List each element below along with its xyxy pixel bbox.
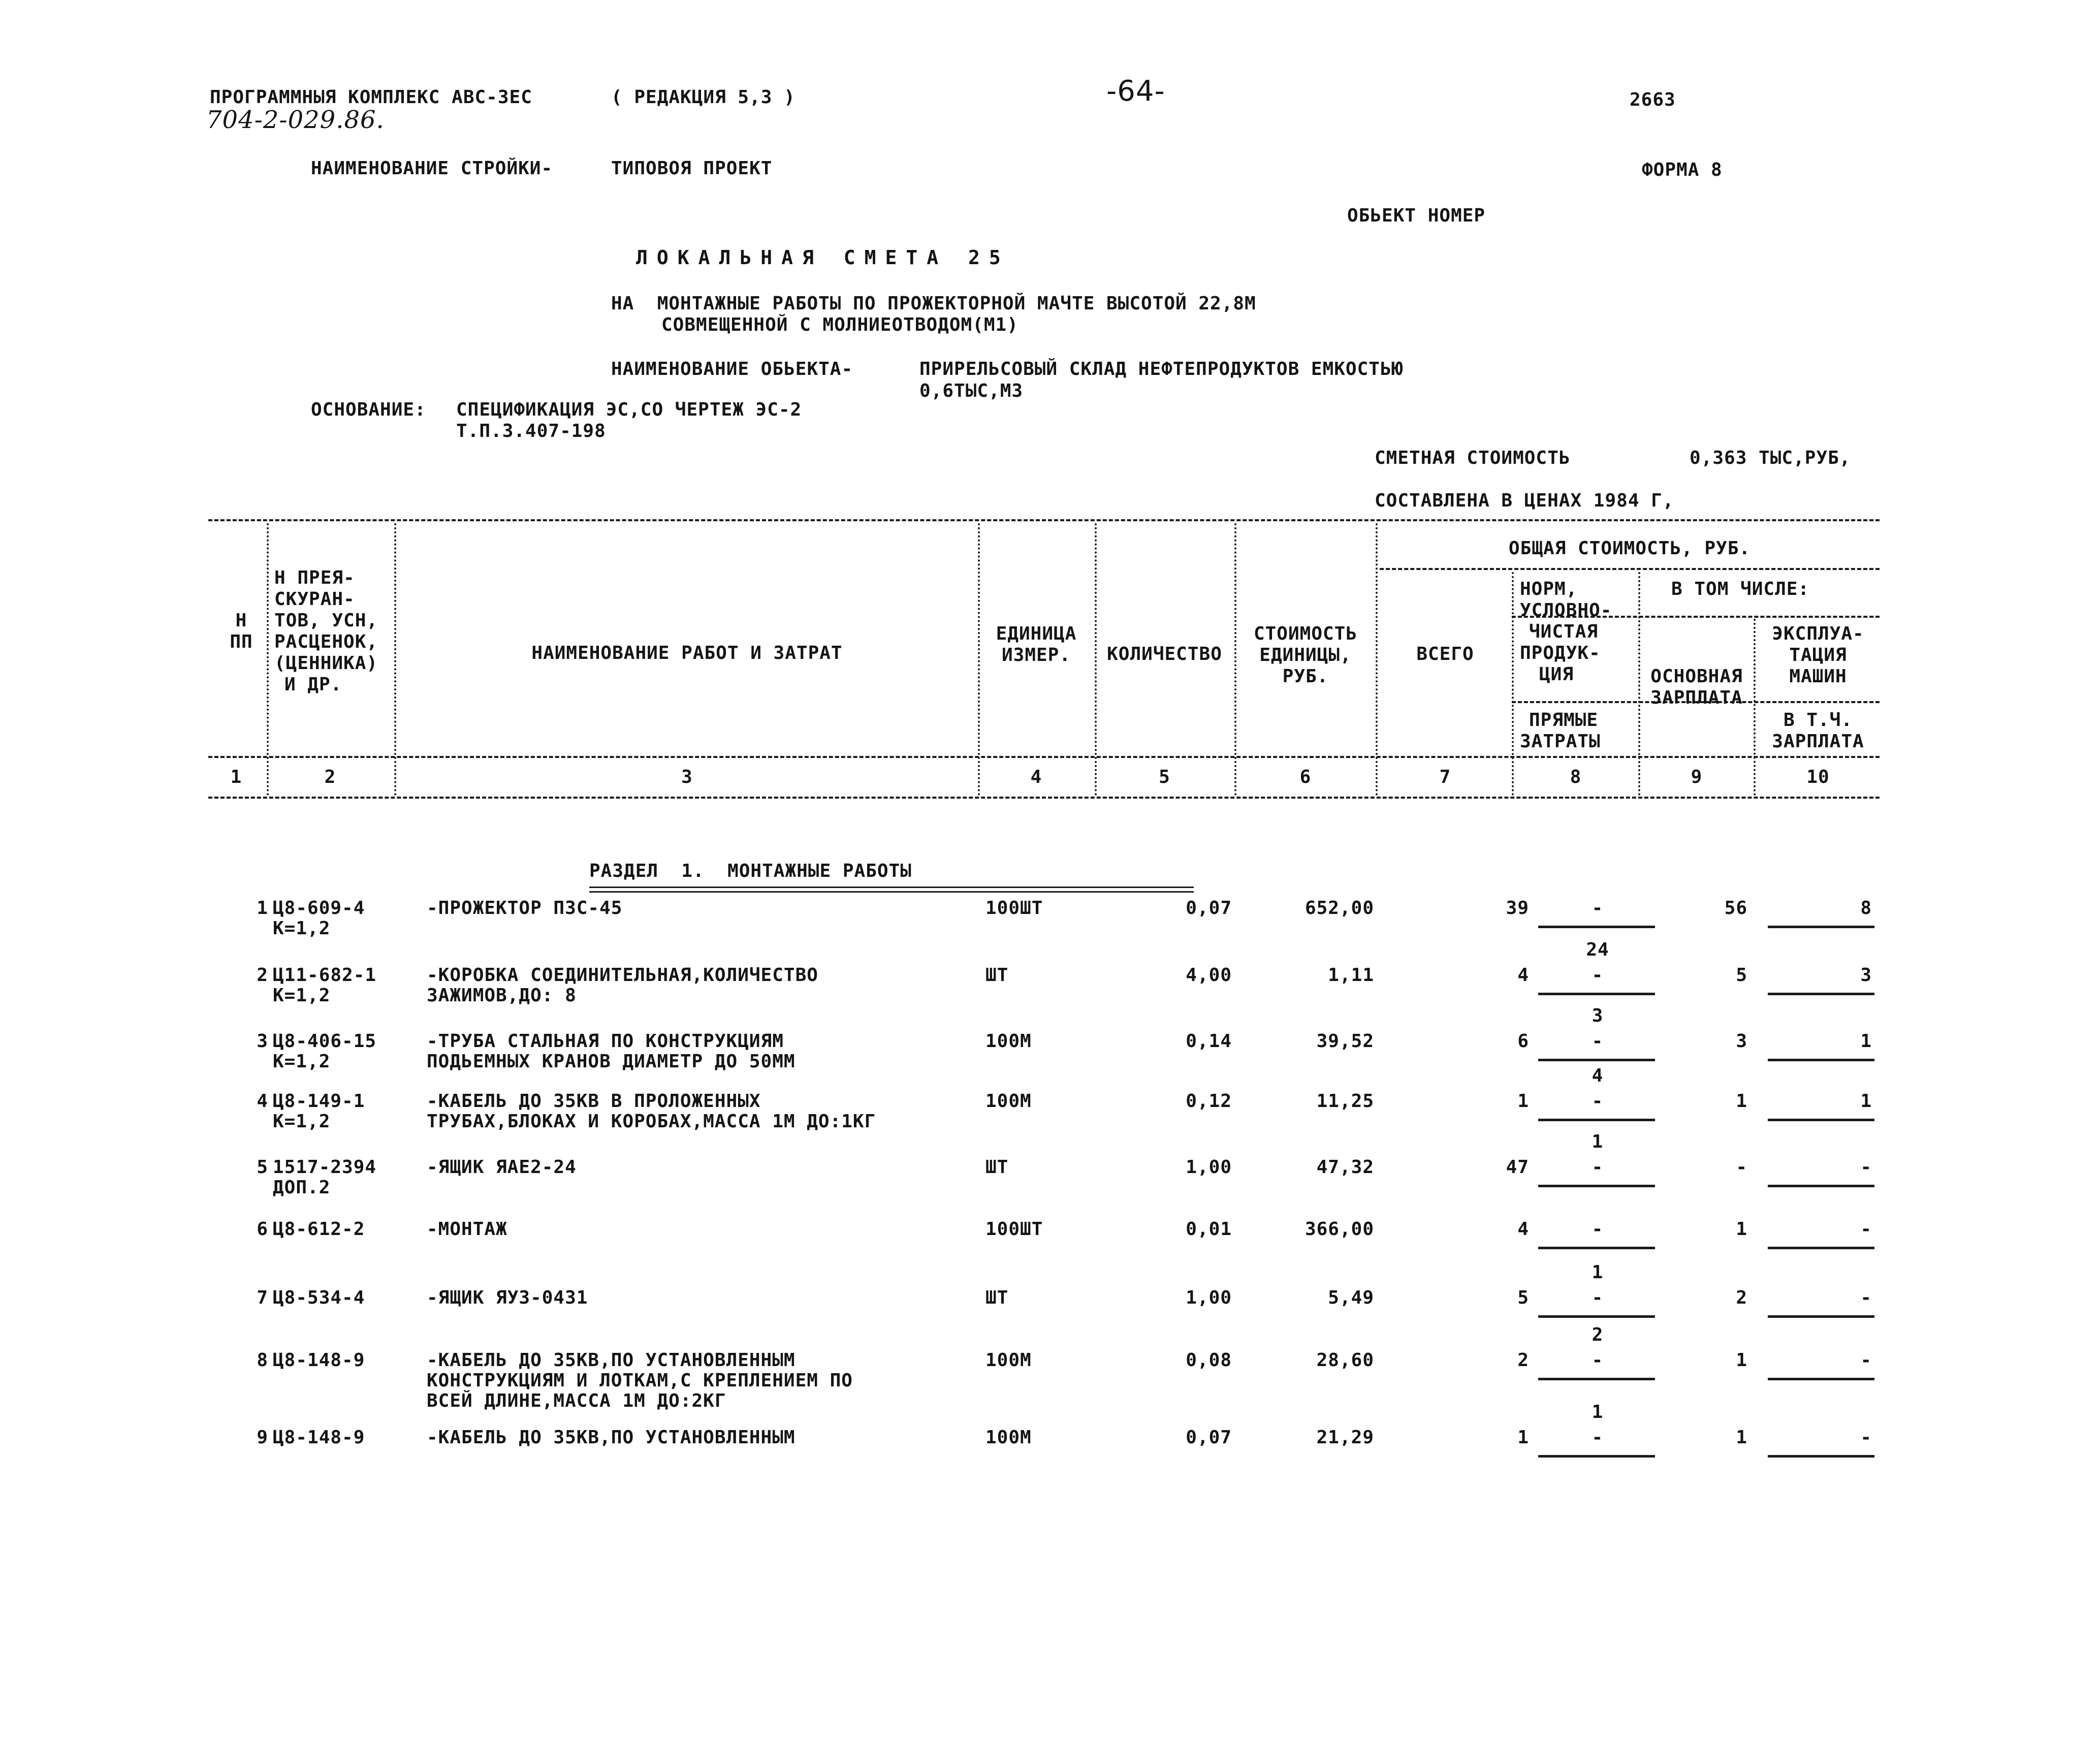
row-rate-code: Ц8-149-1 <box>273 1091 365 1112</box>
col10-sub-header-line2: ЗАРПЛАТА <box>1772 731 1864 752</box>
col-divider <box>1638 572 1640 796</box>
row-direct-costs: 2 <box>1592 1324 1604 1345</box>
row-unit-price: 47,32 <box>1316 1157 1374 1178</box>
row-total: 47 <box>1506 1157 1529 1178</box>
row-machine-operation: 1 <box>1860 1091 1872 1112</box>
object-line2: 0,6ТЫС,М3 <box>919 381 1024 401</box>
row-unit: 100ШТ <box>985 1219 1043 1240</box>
row-unit-price: 28,60 <box>1316 1350 1374 1371</box>
row-direct-costs: 1 <box>1592 1402 1604 1422</box>
row-unit: 100М <box>985 1350 1032 1371</box>
row-machine-operation: - <box>1860 1287 1872 1308</box>
row-unit: 100М <box>985 1427 1032 1448</box>
row-net-product-rule <box>1538 993 1655 995</box>
row-unit-price: 39,52 <box>1316 1031 1374 1052</box>
row-rate-code: Ц11-682-1 <box>273 965 377 986</box>
col4-header-line2: ИЗМЕР. <box>1001 645 1071 666</box>
row-work-name: ТРУБАХ,БЛОКАХ И КОРОБАХ,МАССА 1М ДО:1КГ <box>427 1111 876 1132</box>
basis-label: ОСНОВАНИЕ: <box>311 399 426 420</box>
row-total: 5 <box>1517 1287 1529 1308</box>
row-work-name: ПОДЬЕМНЫХ КРАНОВ ДИАМЕТР ДО 50ММ <box>427 1051 796 1072</box>
row-number: 6 <box>257 1219 268 1240</box>
row-direct-costs: 24 <box>1586 939 1609 960</box>
program-name: ПРОГРАММНЫЯ КОМПЛЕКС АВС-3ЕС <box>210 87 532 108</box>
row-net-product: - <box>1592 898 1604 919</box>
col-number: 1 <box>230 767 242 787</box>
col5-header: КОЛИЧЕСТВО <box>1107 644 1222 665</box>
table-top-rule <box>208 519 1880 521</box>
col8-sub-header-line1: ПРЯМЫЕ <box>1529 710 1599 731</box>
construction-label: НАИМЕНОВАНИЕ СТРОЙКИ- <box>311 158 553 179</box>
col2-header-line1: Н ПРЕЯ- <box>274 567 355 588</box>
form-label: ФОРМА 8 <box>1642 160 1723 180</box>
col6-header-line3: РУБ. <box>1282 666 1329 687</box>
row-net-product: - <box>1592 1031 1604 1052</box>
row-base-salary: 1 <box>1736 1091 1747 1112</box>
row-direct-costs: 4 <box>1592 1065 1604 1086</box>
row-machine-operation: - <box>1860 1350 1872 1371</box>
row-rate-code: 1517-2394 <box>273 1157 377 1178</box>
col-number: 5 <box>1159 767 1170 787</box>
handwritten-reference: 704-2-029.86. <box>206 106 385 134</box>
col-number: 2 <box>324 767 336 787</box>
row-net-product: - <box>1592 965 1604 986</box>
row-total: 4 <box>1517 1219 1529 1240</box>
row-number: 9 <box>257 1427 268 1448</box>
estimate-subject-line1: НА МОНТАЖНЫЕ РАБОТЫ ПО ПРОЖЕКТОРНОЙ МАЧТЕ ВЫСОТОЙ 22,8М <box>611 293 1256 314</box>
col4-header-line1: ЕДИНИЦА <box>996 623 1077 644</box>
col7-header: ВСЕГО <box>1416 644 1474 665</box>
col8-header-line4: ПРОДУК- <box>1520 643 1601 663</box>
col-divider <box>267 523 269 796</box>
row-machine-rule <box>1768 926 1874 928</box>
row-unit: ШТ <box>985 1287 1009 1308</box>
row-unit: ШТ <box>985 965 1009 986</box>
row-work-name: -ТРУБА СТАЛЬНАЯ ПО КОНСТРУКЦИЯМ <box>427 1031 784 1052</box>
col-divider <box>1512 572 1514 796</box>
row-machine-operation: - <box>1860 1427 1872 1448</box>
row-net-product-rule <box>1538 1378 1655 1380</box>
row-net-product: - <box>1592 1350 1604 1371</box>
col6-header-line1: СТОИМОСТЬ <box>1253 623 1358 644</box>
object-line1: ПРИРЕЛЬСОВЫЙ СКЛАД НЕФТЕПРОДУКТОВ ЕМКОСТЬЮ <box>919 359 1404 379</box>
row-machine-rule <box>1768 1059 1874 1061</box>
col10-header-line1: ЭКСПЛУА- <box>1772 623 1864 644</box>
row-unit: ШТ <box>985 1157 1009 1178</box>
row-rate-code: Ц8-534-4 <box>273 1287 365 1308</box>
row-rate-code: Ц8-609-4 <box>273 898 365 919</box>
estimate-title: ЛОКАЛЬНАЯ СМЕТА 25 <box>636 246 1010 269</box>
row-work-name: -КАБЕЛЬ ДО 35КВ В ПРОЛОЖЕННЫХ <box>427 1091 761 1112</box>
col-number: 7 <box>1439 767 1451 787</box>
row-base-salary: - <box>1736 1157 1747 1178</box>
row-unit-price: 11,25 <box>1316 1091 1374 1112</box>
row-work-name: ВСЕЙ ДЛИНЕ,МАССА 1М ДО:2КГ <box>427 1390 726 1411</box>
row-quantity: 0,01 <box>1186 1219 1232 1240</box>
document-code: 2663 <box>1630 89 1676 110</box>
col10-header-line2: ТАЦИЯ <box>1789 645 1847 666</box>
row-machine-rule <box>1768 1185 1874 1187</box>
row-number: 8 <box>257 1350 268 1371</box>
row-base-salary: 3 <box>1736 1031 1747 1052</box>
row-net-product-rule <box>1538 1247 1655 1249</box>
row-net-product-rule <box>1538 1315 1655 1318</box>
estimated-cost-label: СМЕТНАЯ СТОИМОСТЬ <box>1375 448 1571 468</box>
row-net-product-rule <box>1538 926 1655 928</box>
col-number: 8 <box>1570 767 1582 787</box>
row-net-product: - <box>1592 1091 1604 1112</box>
row-total: 39 <box>1506 898 1529 919</box>
col8-sub-header-line2: ЗАТРАТЫ <box>1520 731 1601 752</box>
row-work-name: КОНСТРУКЦИЯМ И ЛОТКАМ,С КРЕПЛЕНИЕМ ПО <box>427 1370 853 1391</box>
row-rate-code: Ц8-148-9 <box>273 1427 365 1448</box>
col9-header-line1: ОСНОВНАЯ <box>1650 666 1743 687</box>
col6-header-line2: ЕДИНИЦЫ, <box>1259 645 1352 666</box>
col-number: 6 <box>1299 767 1312 787</box>
col2-header-line6: И ДР. <box>284 674 342 695</box>
row-unit-price: 5,49 <box>1328 1287 1374 1308</box>
row-machine-rule <box>1768 1455 1874 1458</box>
row-base-salary: 1 <box>1736 1427 1747 1448</box>
col-divider <box>1376 523 1378 796</box>
row-number: 7 <box>257 1287 268 1308</box>
col8-header-line5: ЦИЯ <box>1539 664 1574 685</box>
row-net-product-rule <box>1538 1059 1655 1061</box>
row-machine-rule <box>1768 1378 1874 1380</box>
row-machine-rule <box>1768 1119 1874 1121</box>
row-unit: 100М <box>985 1031 1032 1052</box>
row-rate-code: К=1,2 <box>273 985 331 1006</box>
row-quantity: 4,00 <box>1186 965 1232 986</box>
row-direct-costs: 3 <box>1592 1005 1604 1026</box>
row-rate-code: Ц8-406-15 <box>273 1031 377 1052</box>
edition: ( РЕДАКЦИЯ 5,3 ) <box>611 87 796 108</box>
row-number: 4 <box>257 1091 268 1112</box>
col-number: 9 <box>1691 767 1703 787</box>
row-base-salary: 5 <box>1736 965 1747 986</box>
col-divider <box>978 523 980 796</box>
row-quantity: 0,12 <box>1186 1091 1232 1112</box>
row-unit-price: 1,11 <box>1328 965 1374 986</box>
row-net-product: - <box>1592 1287 1604 1308</box>
col8-header-line3: ЧИСТАЯ <box>1529 621 1599 642</box>
numbers-bottom-rule <box>208 797 1880 799</box>
row-total: 1 <box>1517 1091 1529 1112</box>
col10-sub-header-line1: В Т.Ч. <box>1783 710 1853 731</box>
row-unit-price: 652,00 <box>1304 898 1374 919</box>
construction-value: ТИПОВОЯ ПРОЕКТ <box>611 158 773 179</box>
col9-header-line2: ЗАРПЛАТА <box>1650 687 1743 708</box>
basis-line1: СПЕЦИФИКАЦИЯ ЭС,СО ЧЕРТЕЖ ЭС-2 <box>456 399 802 420</box>
row-rate-code: К=1,2 <box>273 1111 331 1132</box>
row-total: 6 <box>1517 1031 1529 1052</box>
row-net-product: - <box>1592 1157 1604 1178</box>
row-rate-code: Ц8-148-9 <box>273 1350 365 1371</box>
row-rate-code: ДОП.2 <box>273 1177 331 1198</box>
col2-header-line2: СКУРАН- <box>274 589 355 610</box>
basis-line2: Т.П.3.407-198 <box>456 421 606 441</box>
group-rule <box>1380 568 1880 570</box>
row-rate-code: К=1,2 <box>273 1051 331 1072</box>
row-quantity: 0,07 <box>1186 898 1232 919</box>
row-quantity: 0,14 <box>1186 1031 1232 1052</box>
row-net-product: - <box>1592 1427 1604 1448</box>
row-base-salary: 1 <box>1736 1350 1747 1371</box>
in-that-header: В ТОМ ЧИСЛЕ: <box>1671 579 1810 599</box>
col-divider <box>1095 523 1097 796</box>
row-quantity: 1,00 <box>1186 1287 1232 1308</box>
object-label: НАИМЕНОВАНИЕ ОБЬЕКТА- <box>611 359 853 379</box>
col1-header-line1: Н <box>235 610 247 631</box>
section-underline <box>589 887 1194 893</box>
row-machine-operation: - <box>1860 1157 1872 1178</box>
row-work-name: ЗАЖИМОВ,ДО: 8 <box>427 985 577 1006</box>
price-basis: СОСТАВЛЕНА В ЦЕНАХ 1984 Г, <box>1375 490 1674 511</box>
estimate-subject-line2: СОВМЕЩЕННОЙ С МОЛНИЕОТВОДОМ(М1) <box>661 314 1019 335</box>
row-unit-price: 366,00 <box>1304 1219 1374 1240</box>
row-work-name: -ПРОЖЕКТОР ПЗС-45 <box>427 898 623 919</box>
col10-header-line3: МАШИН <box>1789 666 1847 687</box>
row-unit-price: 21,29 <box>1316 1427 1374 1448</box>
row-work-name: -КАБЕЛЬ ДО 35КВ,ПО УСТАНОВЛЕННЫМ <box>427 1350 796 1371</box>
row-base-salary: 56 <box>1724 898 1747 919</box>
row-unit: 100ШТ <box>985 898 1043 919</box>
col-number: 3 <box>681 767 693 787</box>
page-number: -64- <box>1106 75 1165 108</box>
row-machine-operation: 3 <box>1860 965 1872 986</box>
col2-header-line3: ТОВ, УСН, <box>274 610 378 631</box>
row-unit: 100М <box>985 1091 1032 1112</box>
estimated-cost-value: 0,363 ТЫС,РУБ, <box>1690 448 1851 468</box>
row-net-product-rule <box>1538 1119 1655 1121</box>
row-quantity: 0,07 <box>1186 1427 1232 1448</box>
row-number: 5 <box>257 1157 268 1178</box>
col8-header-line1: НОРМ, <box>1520 579 1578 599</box>
row-rate-code: Ц8-612-2 <box>273 1219 365 1240</box>
col1-header-line2: ПП <box>230 631 253 652</box>
col2-header-line5: (ЦЕННИКА) <box>274 653 378 674</box>
row-number: 3 <box>257 1031 268 1052</box>
row-machine-operation: 1 <box>1860 1031 1872 1052</box>
row-machine-operation: - <box>1860 1219 1872 1240</box>
row-number: 1 <box>257 898 268 919</box>
row-quantity: 1,00 <box>1186 1157 1232 1178</box>
col-number: 10 <box>1806 767 1830 787</box>
row-direct-costs: 1 <box>1592 1131 1604 1152</box>
row-base-salary: 1 <box>1736 1219 1747 1240</box>
row-direct-costs: 1 <box>1592 1262 1604 1283</box>
col3-header: НАИМЕНОВАНИЕ РАБОТ И ЗАТРАТ <box>531 643 843 663</box>
object-number-label: ОБЬЕКТ НОМЕР <box>1347 205 1486 226</box>
col-divider <box>1754 619 1756 796</box>
row-work-name: -ЯЩИК ЯУ3-0431 <box>427 1287 588 1308</box>
row-net-product-rule <box>1538 1455 1655 1458</box>
row-machine-operation: 8 <box>1860 898 1872 919</box>
row-work-name: -МОНТАЖ <box>427 1219 507 1240</box>
col-divider <box>394 523 396 796</box>
row-work-name: -КОРОБКА СОЕДИНИТЕЛЬНАЯ,КОЛИЧЕСТВО <box>427 965 818 986</box>
row-number: 2 <box>257 965 268 986</box>
header-bottom-rule <box>208 756 1880 758</box>
col-divider <box>1234 523 1236 796</box>
row-machine-rule <box>1768 993 1874 995</box>
row-rate-code: К=1,2 <box>273 918 331 939</box>
row-total: 2 <box>1517 1350 1529 1371</box>
row-work-name: -КАБЕЛЬ ДО 35КВ,ПО УСТАНОВЛЕННЫМ <box>427 1427 796 1448</box>
row-net-product: - <box>1592 1219 1604 1240</box>
row-net-product-rule <box>1538 1185 1655 1187</box>
total-cost-group-header: ОБЩАЯ СТОИМОСТЬ, РУБ. <box>1508 538 1751 559</box>
col2-header-line4: РАСЦЕНОК, <box>274 631 378 652</box>
col-number: 4 <box>1030 767 1042 787</box>
row-machine-rule <box>1768 1247 1874 1249</box>
section-heading: РАЗДЕЛ 1. МОНТАЖНЫЕ РАБОТЫ <box>589 861 912 881</box>
row-total: 4 <box>1517 965 1529 986</box>
col8-header-line2: УСЛОВНО- <box>1520 600 1612 621</box>
row-total: 1 <box>1517 1427 1529 1448</box>
row-machine-rule <box>1768 1315 1874 1318</box>
row-work-name: -ЯЩИК ЯАЕ2-24 <box>427 1157 577 1178</box>
row-base-salary: 2 <box>1736 1287 1747 1308</box>
row-quantity: 0,08 <box>1186 1350 1232 1371</box>
